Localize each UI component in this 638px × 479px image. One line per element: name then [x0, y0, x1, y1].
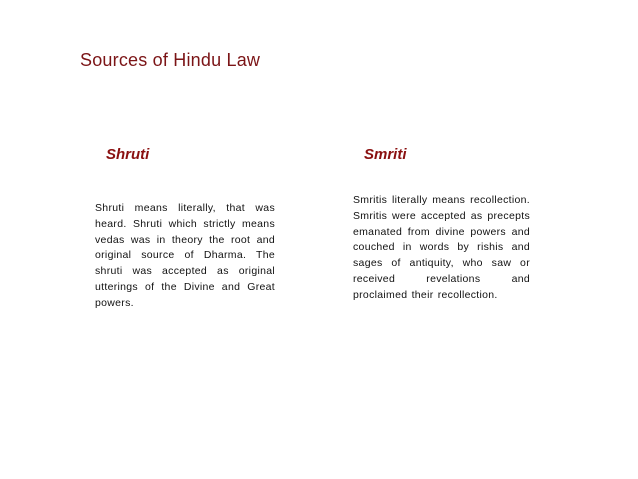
column-text-smriti: Smritis literally means recollection. Smritis were accepted as precepts emanated from divine powers and couched in words by rishis and sages of antiquity, who saw or received revelations and proclaimed their recollection. — [353, 194, 530, 301]
column-heading-shruti: Shruti — [106, 146, 150, 163]
column-heading-smriti: Smriti — [364, 146, 407, 163]
column-text-shruti: Shruti means literally, that was heard. Shruti which strictly means vedas was in theory the root and original source of Dharma. The shruti was accepted as original utterings of the Divine and Great powers. — [95, 202, 275, 309]
slide-title: Sources of Hindu Law — [80, 50, 261, 70]
